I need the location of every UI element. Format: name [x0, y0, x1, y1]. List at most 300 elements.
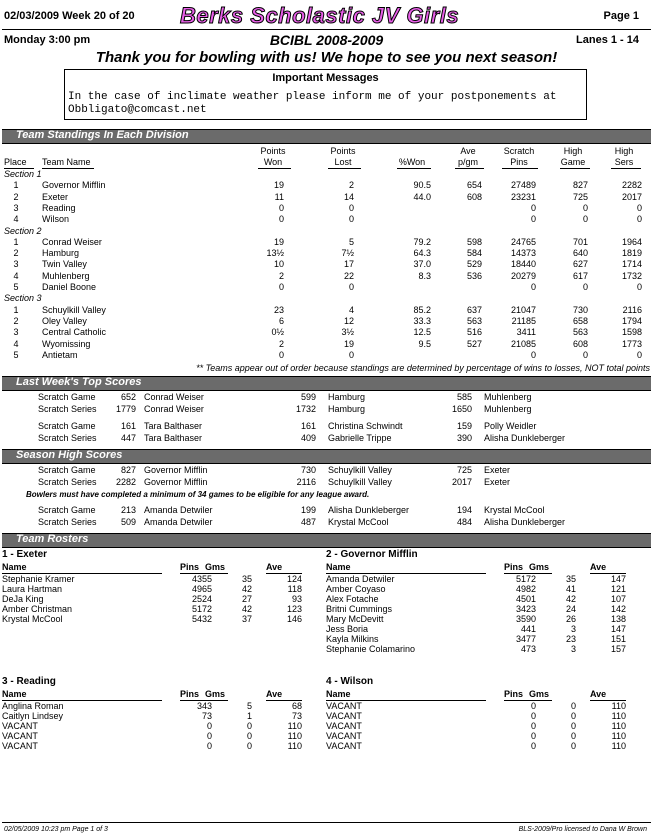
- roster-bowler-name: Britni Cummings: [326, 604, 393, 614]
- score-name: Alisha Dunkleberger: [484, 516, 566, 527]
- standing-pct-won: 44.0: [413, 191, 431, 202]
- roster-pins: 4965: [191, 584, 212, 594]
- roster-pins: 2524: [191, 594, 212, 604]
- roster-average: 110: [611, 721, 626, 731]
- score-value: 1779: [115, 403, 136, 414]
- score-value: 159: [456, 421, 472, 431]
- roster-col-name: Name: [2, 689, 27, 699]
- standing-points-won: 13½: [266, 248, 284, 259]
- roster-average: 124: [286, 574, 302, 584]
- score-value: 194: [456, 505, 472, 515]
- roster-average: 121: [610, 584, 626, 594]
- col-points-lost-2: Lost: [334, 157, 352, 167]
- score-name: Alisha Dunkleberger: [484, 432, 566, 443]
- standing-high-series: 1794: [621, 315, 642, 326]
- roster-pins: 0: [206, 731, 212, 741]
- roster-games: 35: [565, 574, 576, 584]
- roster-average: 123: [286, 604, 302, 614]
- col-points-won-1: Points: [260, 146, 286, 156]
- page-number: Page 1: [603, 10, 639, 22]
- rule-pins: [502, 168, 538, 169]
- roster-games: 0: [570, 741, 576, 751]
- standing-points-won: 19: [273, 180, 284, 191]
- standing-points-won: 0: [278, 282, 284, 292]
- roster-pins: 343: [196, 701, 212, 711]
- roster-average: 110: [611, 731, 626, 741]
- standing-points-won: 0½: [271, 327, 284, 338]
- roster-bowler-name: VACANT: [2, 741, 38, 751]
- standing-average: 584: [466, 248, 482, 259]
- roster-title: 2 - Governor Mifflin: [326, 549, 418, 560]
- day-time: Monday 3:00 pm: [4, 34, 91, 46]
- standing-high-series: 1714: [621, 259, 642, 270]
- rule-game: [560, 168, 590, 169]
- col-pct-won: %Won: [398, 157, 426, 167]
- score-name: Exeter: [484, 465, 511, 475]
- col-high-game-1: High: [563, 146, 583, 156]
- standing-scratch-pins: 0: [530, 202, 536, 213]
- roster-average: 142: [610, 604, 626, 614]
- roster-games: 5: [246, 701, 252, 711]
- rosters-bar-label: Team Rosters: [16, 533, 89, 545]
- roster-bowler-name: Stephanie Kramer: [2, 574, 75, 584]
- standing-place: 3: [13, 327, 19, 338]
- roster-bowler-name: Amber Coyaso: [326, 584, 386, 594]
- score-value: 447: [120, 432, 136, 443]
- standing-points-won: 11: [274, 191, 284, 202]
- standing-average: 536: [466, 270, 482, 281]
- rule-lost: [328, 168, 361, 169]
- roster-col-pins: Pins: [180, 562, 200, 572]
- standing-high-game: 563: [572, 327, 588, 338]
- standing-high-series: 0: [636, 349, 642, 360]
- roster-bowler-name: VACANT: [326, 741, 362, 751]
- standing-scratch-pins: 24765: [510, 236, 536, 247]
- standing-high-game: 827: [572, 180, 588, 191]
- standing-points-won: 2: [278, 338, 284, 349]
- standing-high-game: 0: [582, 349, 588, 360]
- score-label: Scratch Game: [38, 421, 96, 431]
- roster-games: 0: [570, 711, 576, 721]
- standing-team: Hamburg: [42, 248, 80, 259]
- score-name: Amanda Detwiler: [144, 516, 213, 527]
- score-label: Scratch Series: [38, 432, 97, 443]
- roster-bowler-name: Alex Fotache: [326, 594, 379, 604]
- col-high-game-2: Game: [560, 157, 586, 167]
- roster-games: 0: [246, 741, 252, 751]
- roster-bowler-name: Amanda Detwiler: [326, 574, 395, 584]
- roster-average: 110: [287, 741, 302, 751]
- standing-place: 2: [13, 248, 19, 259]
- footer-right: BLS-2009/Pro licensed to Dana W Brown: [518, 826, 647, 833]
- roster-average: 151: [610, 634, 626, 644]
- score-name: Alisha Dunkleberger: [328, 505, 410, 515]
- roster-bowler-name: VACANT: [326, 701, 362, 711]
- roster-average: 110: [611, 741, 626, 751]
- roster-games: 42: [241, 604, 252, 614]
- standing-scratch-pins: 21085: [510, 338, 536, 349]
- standing-pct-won: 33.3: [413, 315, 431, 326]
- league-name: BCIBL 2008-2009: [269, 32, 384, 48]
- standing-team: Daniel Boone: [42, 282, 97, 292]
- footer-divider: [2, 822, 651, 823]
- standing-place: 2: [13, 315, 19, 326]
- standing-scratch-pins: 14373: [510, 248, 536, 259]
- roster-bowler-name: Mary McDevitt: [326, 614, 384, 624]
- thanks-message: Thank you for bowling with us! We hope to see you next season!: [95, 49, 558, 66]
- standing-scratch-pins: 0: [530, 282, 536, 292]
- score-value: 599: [300, 392, 316, 402]
- roster-bowler-name: VACANT: [326, 721, 362, 731]
- rosters-bar: [2, 533, 651, 548]
- standing-points-won: 2: [278, 270, 284, 281]
- roster-games: 42: [241, 584, 252, 594]
- standing-place: 4: [13, 270, 19, 281]
- rule-ave: [455, 168, 484, 169]
- roster-games: 27: [241, 594, 252, 604]
- score-value: 585: [456, 392, 472, 402]
- standing-points-won: 23: [273, 304, 284, 315]
- standing-team: Wyomissing: [42, 338, 91, 349]
- standing-team: Governor Mifflin: [42, 180, 106, 191]
- standing-pct-won: 79.2: [413, 236, 431, 247]
- roster-games: 0: [570, 731, 576, 741]
- standing-scratch-pins: 27489: [510, 180, 536, 191]
- score-label: Scratch Game: [38, 465, 96, 475]
- score-value: 652: [120, 392, 136, 402]
- roster-pins: 3477: [515, 634, 536, 644]
- standing-pct-won: 12.5: [413, 327, 431, 338]
- score-name: Governor Mifflin: [144, 465, 208, 475]
- standing-team: Schuylkill Valley: [42, 304, 106, 315]
- roster-pins: 5172: [191, 604, 212, 614]
- score-value: 730: [300, 465, 316, 475]
- roster-col-gms: Gms: [529, 689, 550, 699]
- col-points-lost-1: Points: [330, 146, 356, 156]
- score-name: Krystal McCool: [328, 516, 389, 527]
- header-divider: [2, 29, 651, 30]
- score-value: 2017: [451, 476, 472, 487]
- roster-title: 1 - Exeter: [2, 549, 48, 560]
- col-scratch-1: Scratch: [503, 146, 535, 156]
- roster-pins: 0: [530, 721, 536, 731]
- standing-team: Conrad Weiser: [42, 236, 102, 247]
- section-label: Section 1: [4, 169, 42, 179]
- score-value: 509: [120, 516, 136, 527]
- score-label: Scratch Series: [38, 516, 97, 527]
- standing-points-won: 6: [278, 315, 284, 326]
- roster-col-name: Name: [326, 562, 351, 572]
- roster-average: 73: [291, 711, 302, 721]
- season-high-note: Bowlers must have completed a minimum of 34 games to be eligible for any league award.: [26, 490, 370, 499]
- roster-average: 118: [287, 584, 302, 594]
- rule-won: [258, 168, 291, 169]
- standing-place: 1: [13, 304, 19, 315]
- standing-average: 608: [466, 191, 482, 202]
- rule-pct: [397, 168, 431, 169]
- standing-team: Antietam: [42, 349, 78, 360]
- roster-pins: 3423: [515, 604, 536, 614]
- score-value: 827: [120, 465, 136, 475]
- roster-average: 138: [610, 614, 626, 624]
- score-label: Scratch Series: [38, 476, 97, 487]
- standing-points-won: 0: [278, 349, 284, 360]
- score-label: Scratch Game: [38, 392, 96, 402]
- roster-games: 41: [565, 584, 576, 594]
- roster-col-ave: Ave: [590, 689, 607, 699]
- score-name: Muhlenberg: [484, 392, 532, 402]
- score-name: Krystal McCool: [484, 505, 545, 515]
- roster-bowler-name: Stephanie Colamarino: [326, 644, 416, 654]
- score-name: Tara Balthaser: [144, 432, 203, 443]
- roster-bowler-name: Amber Christman: [2, 604, 73, 614]
- standing-scratch-pins: 21047: [510, 304, 536, 315]
- roster-col-pins: Pins: [180, 689, 200, 699]
- roster-col-pins: Pins: [504, 562, 524, 572]
- roster-pins: 0: [530, 701, 536, 711]
- standing-scratch-pins: 21185: [511, 315, 536, 326]
- section-label: Section 2: [4, 225, 42, 236]
- score-value: 725: [456, 465, 472, 475]
- roster-pins: 0: [206, 741, 212, 751]
- standing-scratch-pins: 18440: [510, 259, 536, 270]
- roster-bowler-name: VACANT: [326, 731, 362, 741]
- standing-high-series: 1732: [621, 270, 642, 281]
- standing-average: 598: [466, 236, 482, 247]
- standing-place: 3: [13, 259, 19, 270]
- section-label: Section 3: [4, 293, 42, 304]
- standing-points-lost: 0: [348, 282, 354, 292]
- last-week-bar: [2, 376, 651, 391]
- standing-points-lost: 19: [343, 338, 354, 349]
- standing-points-won: 0: [278, 202, 284, 213]
- standing-points-lost: 3½: [341, 327, 354, 338]
- roster-average: 110: [611, 701, 626, 711]
- standing-high-series: 2116: [622, 304, 642, 315]
- standing-high-game: 627: [572, 259, 588, 270]
- standing-pct-won: 8.3: [418, 270, 431, 281]
- roster-average: 107: [610, 594, 626, 604]
- score-name: Schuylkill Valley: [328, 465, 392, 475]
- roster-games: 37: [241, 614, 252, 624]
- score-value: 2282: [115, 476, 136, 487]
- standing-place: 1: [13, 180, 19, 191]
- roster-games: 0: [570, 721, 576, 731]
- messages-text: In the case of inclimate weather please inform me of your postponements at Obbligato@comcast.net: [68, 91, 557, 116]
- standing-team: Wilson: [42, 214, 70, 225]
- standing-points-lost: 22: [343, 270, 354, 281]
- score-name: Governor Mifflin: [144, 476, 208, 487]
- standing-high-game: 640: [572, 248, 588, 259]
- score-value: 1732: [295, 403, 316, 414]
- messages-title: Important Messages: [272, 72, 379, 84]
- standing-high-series: 1598: [621, 327, 642, 338]
- standing-high-game: 725: [572, 191, 588, 202]
- standing-pct-won: 64.3: [413, 248, 431, 259]
- roster-col-gms: Gms: [529, 562, 550, 572]
- standing-scratch-pins: 0: [530, 214, 536, 225]
- roster-average: 157: [610, 644, 626, 654]
- lanes: Lanes 1 - 14: [576, 34, 639, 46]
- standing-high-series: 1773: [621, 338, 642, 349]
- standing-points-lost: 4: [348, 304, 354, 315]
- roster-games: 35: [241, 574, 252, 584]
- standings-bar-label: Team Standings In Each Division: [16, 129, 189, 141]
- score-value: 390: [456, 432, 472, 443]
- standing-pct-won: 9.5: [418, 338, 431, 349]
- score-value: 1650: [451, 403, 472, 414]
- roster-pins: 0: [206, 721, 212, 731]
- col-ave-1: Ave: [460, 146, 476, 156]
- standing-place: 5: [13, 349, 19, 360]
- standing-high-series: 2017: [621, 191, 642, 202]
- score-label: Scratch Series: [38, 403, 97, 414]
- score-label: Scratch Game: [38, 505, 96, 515]
- standing-scratch-pins: 20279: [510, 270, 536, 281]
- standing-high-game: 730: [572, 304, 588, 315]
- standing-high-game: 617: [572, 270, 588, 281]
- rule-sers: [611, 168, 641, 169]
- score-name: Tara Balthaser: [144, 421, 203, 431]
- footer-left: 02/05/2009 10:23 pm Page 1 of 3: [4, 826, 108, 833]
- standing-team: Exeter: [42, 191, 69, 202]
- roster-col-gms: Gms: [205, 562, 226, 572]
- roster-title: 4 - Wilson: [326, 676, 374, 687]
- roster-average: 93: [291, 594, 302, 604]
- roster-bowler-name: VACANT: [326, 711, 362, 721]
- roster-pins: 4501: [515, 594, 536, 604]
- roster-bowler-name: Jess Boria: [326, 624, 369, 634]
- standing-scratch-pins: 3411: [516, 327, 536, 338]
- score-name: Gabrielle Trippe: [328, 432, 392, 443]
- standing-place: 5: [13, 282, 19, 292]
- standing-place: 4: [13, 338, 19, 349]
- standing-high-game: 0: [582, 202, 588, 213]
- roster-pins: 73: [201, 711, 212, 721]
- roster-col-ave: Ave: [266, 689, 283, 699]
- standing-place: 4: [13, 214, 19, 225]
- roster-games: 23: [565, 634, 576, 644]
- standing-pct-won: 85.2: [413, 304, 431, 315]
- roster-average: 146: [286, 614, 302, 624]
- standing-high-series: 1819: [621, 248, 642, 259]
- score-value: 2116: [296, 476, 316, 487]
- score-value: 213: [120, 505, 136, 515]
- standing-high-game: 701: [572, 236, 588, 247]
- standing-average: 529: [466, 259, 482, 270]
- roster-games: 26: [565, 614, 576, 624]
- roster-games: 0: [570, 701, 576, 711]
- standing-team: Reading: [42, 202, 76, 213]
- standing-team: Twin Valley: [42, 259, 87, 270]
- standing-team: Central Catholic: [42, 327, 107, 338]
- report-date-week: 02/03/2009 Week 20 of 20: [4, 10, 135, 22]
- standing-high-series: 0: [636, 214, 642, 225]
- col-high-sers-2: Sers: [614, 157, 634, 167]
- standing-points-lost: 12: [343, 315, 354, 326]
- roster-average: 110: [287, 731, 302, 741]
- standing-high-series: 1964: [621, 236, 642, 247]
- col-points-won-2: Won: [263, 157, 283, 167]
- standing-pct-won: 90.5: [413, 180, 431, 191]
- standing-place: 2: [13, 191, 19, 202]
- roster-pins: 0: [530, 741, 536, 751]
- standing-points-lost: 0: [348, 349, 354, 360]
- standing-points-lost: 7½: [341, 248, 354, 259]
- standing-place: 3: [13, 202, 19, 213]
- score-name: Conrad Weiser: [144, 392, 204, 402]
- roster-average: 147: [610, 624, 626, 634]
- roster-col-ave: Ave: [590, 562, 607, 572]
- standing-pct-won: 37.0: [413, 259, 431, 270]
- standing-points-won: 19: [273, 236, 284, 247]
- score-value: 409: [300, 432, 316, 443]
- roster-col-pins: Pins: [504, 689, 524, 699]
- standing-team: Muhlenberg: [42, 270, 90, 281]
- score-name: Hamburg: [328, 392, 366, 402]
- standing-high-series: 0: [636, 202, 642, 213]
- roster-pins: 4355: [191, 574, 212, 584]
- roster-bowler-name: VACANT: [2, 721, 38, 731]
- roster-average: 110: [611, 711, 626, 721]
- standing-high-series: 2282: [621, 180, 642, 191]
- col-scratch-2: Pins: [510, 157, 528, 167]
- roster-average: 110: [287, 721, 302, 731]
- roster-pins: 0: [530, 731, 536, 741]
- score-value: 161: [120, 421, 136, 431]
- standing-team: Oley Valley: [42, 315, 87, 326]
- roster-games: 3: [570, 624, 576, 634]
- score-name: Exeter: [484, 476, 511, 487]
- score-name: Conrad Weiser: [144, 403, 204, 414]
- league-title: Berks Scholastic JV Girls: [180, 3, 460, 28]
- standing-points-lost: 2: [348, 180, 354, 191]
- standings-bar: [2, 129, 651, 144]
- standing-points-lost: 0: [348, 214, 354, 225]
- standings-note: ** Teams appear out of order because standings are determined by percentage of wins to losses, NOT total points: [196, 363, 650, 373]
- score-name: Polly Weidler: [484, 421, 537, 431]
- roster-games: 0: [246, 731, 252, 741]
- score-name: Schuylkill Valley: [328, 476, 392, 487]
- standing-points-won: 0: [278, 214, 284, 225]
- roster-title: 3 - Reading: [2, 676, 56, 687]
- standing-high-game: 608: [572, 338, 588, 349]
- roster-games: 3: [570, 644, 576, 654]
- roster-bowler-name: Caitlyn Lindsey: [2, 711, 64, 721]
- score-name: Hamburg: [328, 403, 366, 414]
- roster-col-name: Name: [2, 562, 27, 572]
- rule-team: [42, 168, 94, 169]
- roster-bowler-name: Krystal McCool: [2, 614, 63, 624]
- roster-pins: 441: [520, 624, 536, 634]
- standing-scratch-pins: 0: [530, 349, 536, 360]
- roster-pins: 473: [520, 644, 536, 654]
- standing-points-lost: 17: [343, 259, 354, 270]
- last-week-bar-label: Last Week's Top Scores: [16, 376, 142, 388]
- roster-average: 147: [610, 574, 626, 584]
- col-place: Place: [4, 157, 27, 167]
- roster-col-name: Name: [326, 689, 351, 699]
- standing-high-game: 0: [582, 214, 588, 225]
- standing-average: 516: [466, 327, 482, 338]
- score-value: 199: [300, 505, 316, 515]
- roster-games: 0: [246, 721, 252, 731]
- standing-scratch-pins: 23231: [510, 191, 536, 202]
- standing-average: 654: [466, 180, 482, 191]
- standing-high-game: 0: [582, 282, 588, 292]
- standing-points-lost: 14: [343, 191, 354, 202]
- roster-pins: 0: [530, 711, 536, 721]
